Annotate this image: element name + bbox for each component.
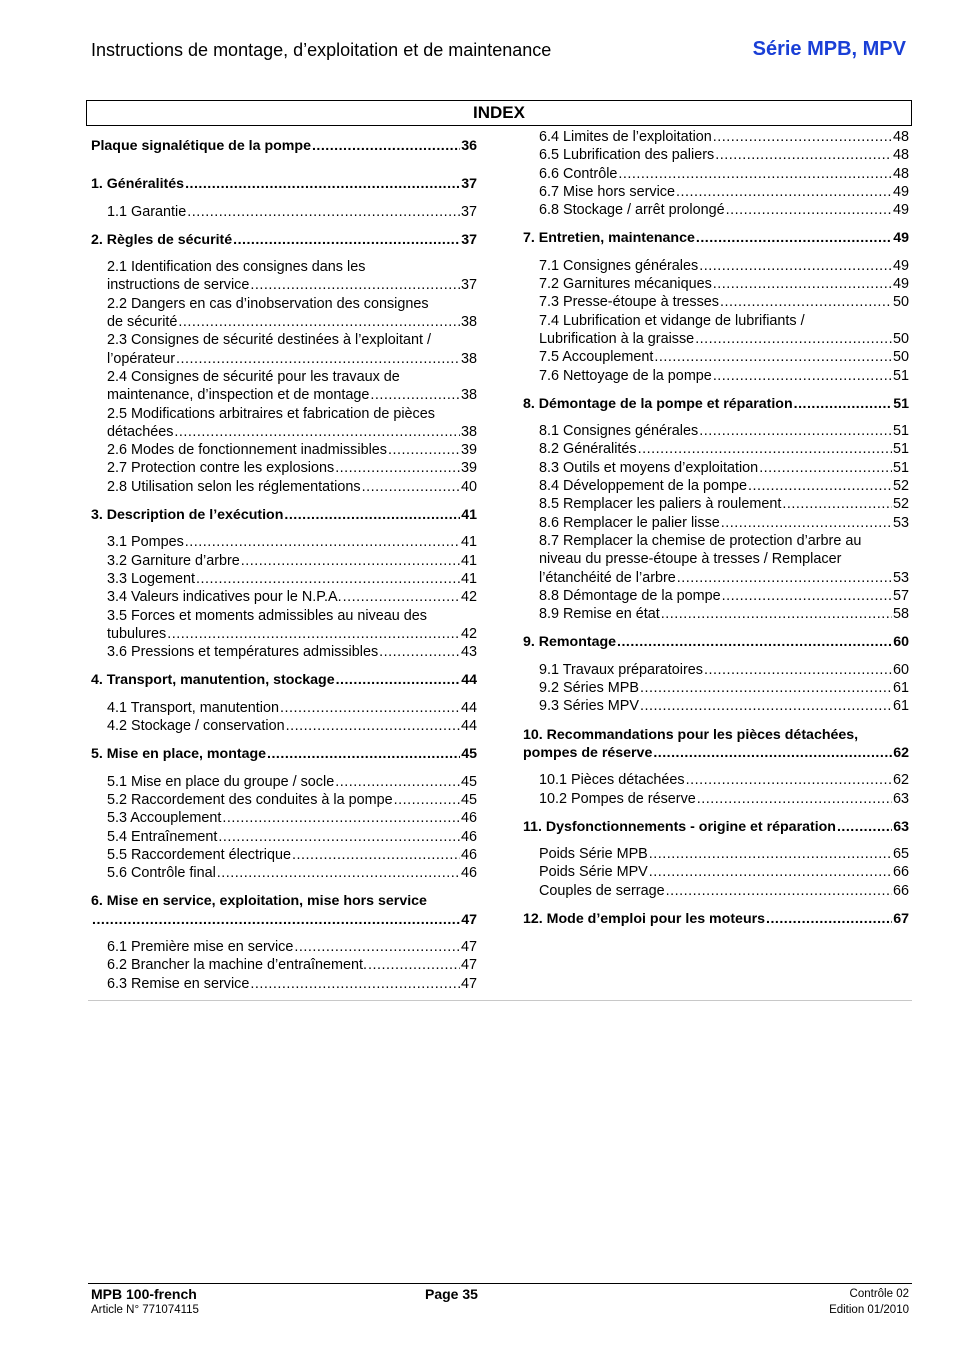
toc-entry[interactable]: 3.2 Garniture d’arbre ..... 41 [91, 552, 477, 570]
toc-entry[interactable]: 2.7 Protection contre les explosions ..... 39 [91, 459, 477, 477]
toc-entry[interactable]: 5.2 Raccordement des conduites à la pompe ..... 45 [91, 791, 477, 809]
toc-entry[interactable]: ..... 47 [91, 911, 477, 929]
toc-entry[interactable]: 6.1 Première mise en service ..... 47 [91, 938, 477, 956]
toc-entry[interactable]: 5.1 Mise en place du groupe / socle ..... 45 [91, 773, 477, 791]
toc-entry[interactable]: 3.6 Pressions et températures admissibles ..... 43 [91, 643, 477, 661]
toc-entry-line: 7.4 Lubrification et vidange de lubrifiants / [539, 312, 805, 329]
toc-entry-line: 8.7 Remplacer la chemise de protection d’arbre au [539, 532, 862, 549]
toc-right-column [523, 128, 909, 937]
document-title: Instructions de montage, d’exploitation et de maintenance [91, 40, 552, 60]
toc-entry[interactable]: 8. Démontage de la pompe et réparation ..... 51 [523, 395, 909, 413]
toc-entry[interactable]: 6.8 Stockage / arrêt prolongé ..... 49 [523, 201, 909, 219]
toc-entry[interactable]: 8.3 Outils et moyens d’exploitation ..... 51 [523, 459, 909, 477]
toc-entry-line: 2.1 Identification des consignes dans les [107, 259, 366, 276]
toc-entry-line: 2.2 Dangers en cas d’inobservation des consignes [107, 295, 429, 312]
toc-entry[interactable]: 6.5 Lubrification des paliers ..... 48 [523, 146, 909, 164]
toc-entry[interactable]: 4.2 Stockage / conservation ..... 44 [91, 717, 477, 735]
toc-entry[interactable]: Plaque signalétique de la pompe ..... 36 [91, 137, 477, 155]
toc-entry[interactable]: tubulures ..... 42 [91, 625, 477, 643]
toc-entry[interactable]: 9.2 Séries MPB ..... 61 [523, 679, 909, 697]
toc-entry[interactable]: 8.2 Généralités ..... 51 [523, 440, 909, 458]
toc-entry[interactable]: 5. Mise en place, montage ..... 45 [91, 745, 477, 763]
toc-entry[interactable]: 9.3 Séries MPV ..... 61 [523, 697, 909, 715]
toc-entry-line: 6. Mise en service, exploitation, mise hors service [91, 893, 427, 910]
toc-entry[interactable]: 10.2 Pompes de réserve ..... 63 [523, 790, 909, 808]
toc-entry[interactable]: l’opérateur ..... 38 [91, 350, 477, 368]
toc-entry[interactable]: Lubrification à la graisse ..... 50 [523, 330, 909, 348]
footer-document-name: MPB 100-french [91, 1286, 197, 1302]
toc-entry[interactable]: 6.2 Brancher la machine d’entraînement. ..... 47 [91, 956, 477, 974]
toc-entry[interactable]: 8.6 Remplacer le palier lisse ..... 53 [523, 514, 909, 532]
toc-entry[interactable]: 8.5 Remplacer les paliers à roulement ..... 52 [523, 495, 909, 513]
toc-entry[interactable]: 6.3 Remise en service ..... 47 [91, 975, 477, 993]
footer-control: Contrôle 02 [849, 1288, 909, 1300]
toc-entry[interactable]: 2.8 Utilisation selon les réglementations ..... 40 [91, 478, 477, 496]
toc-entry[interactable]: 7.2 Garnitures mécaniques ..... 49 [523, 275, 909, 293]
index-heading-box [86, 100, 912, 126]
toc-entry[interactable]: 6.7 Mise hors service ..... 49 [523, 183, 909, 201]
toc-entry[interactable]: 3. Description de l’exécution ..... 41 [91, 506, 477, 524]
toc-entry[interactable]: 4.1 Transport, manutention ..... 44 [91, 699, 477, 717]
toc-entry[interactable]: 3.3 Logement ..... 41 [91, 570, 477, 588]
toc-entry[interactable]: 5.6 Contrôle final ..... 46 [91, 864, 477, 882]
toc-entry[interactable]: 6.4 Limites de l’exploitation ..... 48 [523, 128, 909, 146]
toc-entry[interactable]: 7. Entretien, maintenance ..... 49 [523, 229, 909, 247]
toc-entry-line: 10. Recommandations pour les pièces détachées, [523, 726, 859, 743]
toc-left-column [91, 128, 477, 993]
toc-entry[interactable]: 1.1 Garantie ..... 37 [91, 203, 477, 221]
footer-article-number: Article N° 771074115 [91, 1304, 199, 1316]
toc-entry[interactable]: pompes de réserve ..... 62 [523, 744, 909, 762]
toc-entry-line: 2.5 Modifications arbitraires et fabrication de pièces [107, 405, 435, 422]
toc-entry[interactable]: Couples de serrage ..... 66 [523, 882, 909, 900]
toc-entry[interactable]: 2. Règles de sécurité ..... 37 [91, 231, 477, 249]
footer-edition: Edition 01/2010 [829, 1304, 909, 1316]
index-heading: INDEX [473, 103, 525, 122]
toc-entry[interactable]: 2.6 Modes de fonctionnement inadmissibles ..... 39 [91, 441, 477, 459]
footer-divider [88, 1283, 912, 1284]
toc-entry[interactable]: 11. Dysfonctionnements - origine et réparation ..... 63 [523, 818, 909, 836]
toc-entry[interactable]: instructions de service ..... 37 [91, 276, 477, 294]
toc-entry[interactable]: 8.4 Développement de la pompe ..... 52 [523, 477, 909, 495]
toc-entry[interactable]: 5.4 Entraînement ..... 46 [91, 828, 477, 846]
toc-entry[interactable]: 3.1 Pompes ..... 41 [91, 533, 477, 551]
toc-entry[interactable]: l’étanchéité de l’arbre ..... 53 [523, 569, 909, 587]
toc-entry[interactable]: 9. Remontage ..... 60 [523, 633, 909, 651]
toc-entry-line: 2.4 Consignes de sécurité pour les travaux de [107, 368, 400, 385]
toc-entry[interactable]: 1. Généralités ..... 37 [91, 175, 477, 193]
series-title: Série MPB, MPV [752, 38, 906, 60]
toc-entry[interactable]: 5.3 Accouplement ..... 46 [91, 809, 477, 827]
toc-entry-line: 3.5 Forces et moments admissibles au niveau des [107, 607, 427, 624]
toc-entry[interactable]: maintenance, d’inspection et de montage ..... 38 [91, 386, 477, 404]
toc-entry[interactable]: 6.6 Contrôle ..... 48 [523, 165, 909, 183]
footer-page-number: Page 35 [425, 1286, 478, 1302]
toc-entry[interactable]: Poids Série MPB ..... 65 [523, 845, 909, 863]
toc-entry[interactable]: 12. Mode d’emploi pour les moteurs ..... 67 [523, 910, 909, 928]
toc-entry-line: niveau du presse-étoupe à tresses / Remplacer [539, 551, 842, 568]
toc-entry[interactable]: 7.6 Nettoyage de la pompe ..... 51 [523, 367, 909, 385]
toc-entry[interactable]: 8.9 Remise en état ..... 58 [523, 605, 909, 623]
toc-entry[interactable]: 8.1 Consignes générales ..... 51 [523, 422, 909, 440]
toc-entry[interactable]: 7.5 Accouplement ..... 50 [523, 348, 909, 366]
toc-entry[interactable]: 5.5 Raccordement électrique ..... 46 [91, 846, 477, 864]
toc-entry[interactable]: 4. Transport, manutention, stockage ..... 44 [91, 671, 477, 689]
toc-entry[interactable]: de sécurité ..... 38 [91, 313, 477, 331]
toc-entry[interactable]: Poids Série MPV ..... 66 [523, 863, 909, 881]
toc-entry[interactable]: détachées ..... 38 [91, 423, 477, 441]
toc-entry[interactable]: 10.1 Pièces détachées ..... 62 [523, 771, 909, 789]
toc-entry[interactable]: 9.1 Travaux préparatoires ..... 60 [523, 661, 909, 679]
toc-entry[interactable]: 8.8 Démontage de la pompe ..... 57 [523, 587, 909, 605]
toc-entry[interactable]: 3.4 Valeurs indicatives pour le N.P.A. ..... 42 [91, 588, 477, 606]
toc-entry[interactable]: 7.1 Consignes générales ..... 49 [523, 257, 909, 275]
index-bottom-divider [88, 1000, 912, 1001]
toc-entry-line: 2.3 Consignes de sécurité destinées à l’exploitant / [107, 332, 431, 349]
toc-entry[interactable]: 7.3 Presse-étoupe à tresses ..... 50 [523, 293, 909, 311]
